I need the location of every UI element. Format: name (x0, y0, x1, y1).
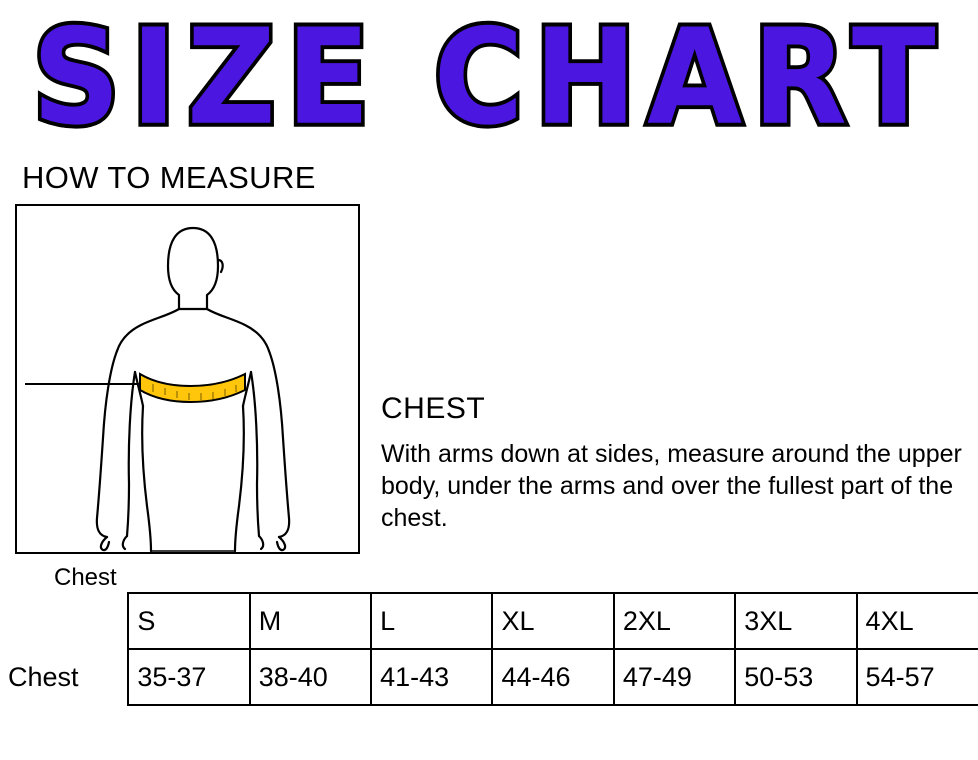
description-body: With arms down at sides, measure around the upper body, under the arms and over the fullest part of the chest. (381, 440, 962, 532)
table-cell-chest-s: 35-37 (128, 649, 249, 705)
table-cell-chest-xl: 44-46 (492, 649, 613, 705)
table-row-label-chest: Chest (8, 661, 79, 692)
page-title (0, 0, 978, 155)
size-table (0, 592, 978, 706)
table-corner-cell (0, 593, 128, 649)
table-header-xl: XL (492, 593, 613, 649)
table-row (0, 649, 978, 705)
size-table-wrapper (0, 592, 978, 706)
table-header-m: M (250, 593, 371, 649)
table-header-2xl: 2XL (614, 593, 735, 649)
table-header-3xl: 3XL (735, 593, 856, 649)
chest-measure-label: Chest (54, 564, 117, 591)
table-header-l: L (371, 593, 492, 649)
section-heading: HOW TO MEASURE (22, 160, 316, 195)
description-block (381, 392, 971, 534)
table-cell-chest-m: 38-40 (250, 649, 371, 705)
table-cell-chest-4xl: 54-57 (857, 649, 978, 705)
tape-measure-band (140, 374, 245, 402)
table-cell-chest-l: 41-43 (371, 649, 492, 705)
table-row (0, 593, 978, 649)
page-title-text: SIZE CHART (31, 0, 947, 155)
measurement-figure (15, 204, 360, 591)
description-heading: CHEST (381, 392, 486, 425)
table-header-s: S (128, 593, 249, 649)
table-header-4xl: 4XL (857, 593, 978, 649)
table-cell-chest-3xl: 50-53 (735, 649, 856, 705)
male-torso-figure (17, 206, 358, 552)
table-cell-chest-2xl: 47-49 (614, 649, 735, 705)
